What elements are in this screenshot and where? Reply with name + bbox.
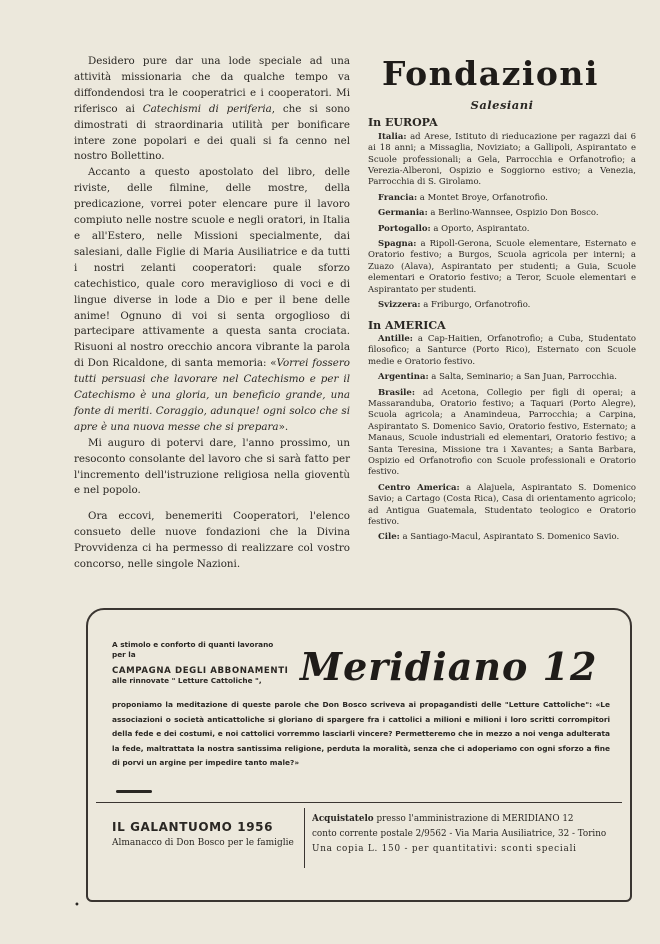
country-entry-germania bbox=[368, 208, 636, 219]
country-text: a Berlino-Wannsee, Ospizio Don Bosco. bbox=[427, 208, 599, 219]
country-text: ad Acetona, Collegio per figli di operai; a Massaranduba, Oratorio festivo; a Taquari (Porto Alegre), Scuola agricola; a Anamindeua, Parrocchia; a Carpina, Aspirantato S. Domenico Savio, Oratorio festivo, Esternato; a Manaus, Scuole industriali ed elementari, Oratorio festivo; a Santa Teresina, Missione tra i Xavantes; a Santa Barbara, Ospizio ed Orfanotrofio con Scuole professionali e Oratorio festivo. bbox=[368, 387, 636, 478]
advert-intro-line: A stimolo e conforto di quanti lavorano bbox=[112, 640, 274, 649]
country-entry-italia bbox=[368, 132, 636, 189]
section-subhead: Salesiani bbox=[470, 98, 534, 112]
don-bosco-quote: proponiamo la meditazione di queste parole che Don Bosco scriveva ai propagandisti delle "Letture Cattoliche": «Le associazioni o società anticattoliche si gloriano di spargere fra i cattolici a milioni e milioni i loro scritti corrompitori della fede e dei costumi, e noi cattolici vorremmo lasciarli vincere? Permetteremo che in mezzo a noi venga adulterata la fede, maltrattata la nostra santissima religione, perduta la moralità, senza che ci adoperiamo con ogni sforzo a fine di porvi un argine per impedire tanto male?» bbox=[112, 700, 610, 768]
emphasis-text: Catechismi di periferia bbox=[142, 102, 272, 115]
country-label: Portogallo: bbox=[378, 223, 431, 234]
country-text: a Ripoll-Gerona, Scuole elementare, Esternato e Oratorio festivo; a Burgos, Scuola agricola per interni; a Zuazo (Alava), Aspirantato per studenti; a Guia, Scuole elementari e Oratorio festivo; a Teror, Scuole elementari e Aspirantato per studenti. bbox=[368, 239, 636, 295]
region-title-europe: In EUROPA bbox=[368, 116, 438, 130]
paragraph-text: ». bbox=[278, 420, 289, 433]
horizontal-divider bbox=[96, 802, 622, 803]
country-text: a Santiago-Macul, Aspirantato S. Domenico Savio. bbox=[399, 532, 620, 543]
purchase-line: Una copia L. 150 - per quantitativi: sconti speciali bbox=[312, 844, 577, 854]
paragraph-text: Desidero pure dar una lode speciale ad una attività missionaria che da qualche tempo va diffondendosi tra le cooperatrici e i cooperatori. Mi riferisco ai bbox=[74, 55, 350, 115]
purchase-text: presso l'amministrazione di MERIDIANO 12 bbox=[373, 814, 574, 824]
country-entry-cile bbox=[368, 532, 636, 543]
purchase-lead: Acquistatelo bbox=[312, 814, 374, 824]
country-entry-argentina bbox=[368, 372, 636, 383]
country-entry-spagna bbox=[368, 239, 636, 296]
country-text: a Friburgo, Orfanotrofio. bbox=[420, 300, 531, 311]
quote-text: Vorrei fossero tutti persuasi che lavorare nel Catechismo e per il Catechismo è una gloria, un beneficio grande, una fonte di meriti. Coraggio, adunque! ogni solco che si apre è una nuova messe che si prepara bbox=[74, 357, 350, 433]
country-entry-centro-america bbox=[368, 483, 636, 529]
country-label: Francia: bbox=[378, 192, 418, 203]
country-text: a Montet Broye, Orfanotrofio. bbox=[417, 192, 548, 203]
section-headline: Fondazioni bbox=[382, 54, 599, 93]
right-column bbox=[368, 54, 636, 548]
vertical-divider bbox=[304, 808, 305, 868]
country-label: Spagna: bbox=[378, 239, 417, 250]
country-label: Germania: bbox=[378, 208, 428, 219]
country-text: a Oporto, Aspirantato. bbox=[430, 223, 530, 234]
left-column bbox=[74, 54, 350, 573]
country-text: a Cap-Haitien, Orfanotrofio; a Cuba, Studentato filosofico; a Santurce (Porto Rico), Esternato con Scuole medie e Oratorio festivo. bbox=[368, 333, 636, 367]
paragraph-text: , che si sono dimostrati di straordinaria utilità per bonificare intere zone popolari e dei quali si fa cenno nel nostro Bollettino. bbox=[74, 102, 350, 163]
purchase-line bbox=[312, 812, 618, 827]
purchase-info bbox=[312, 812, 618, 857]
campaign-title: CAMPAGNA DEGLI ABBONAMENTI bbox=[112, 666, 289, 676]
country-entry-francia bbox=[368, 193, 636, 204]
country-label: Centro America: bbox=[378, 482, 460, 493]
country-label: Argentina: bbox=[378, 372, 429, 383]
country-entry-brasile bbox=[368, 388, 636, 479]
decorative-dash bbox=[116, 790, 152, 793]
paragraph-apostolato bbox=[74, 165, 350, 435]
galantuomo-title: IL GALANTUOMO 1956 bbox=[112, 820, 274, 834]
advert-intro-line: per la bbox=[112, 650, 136, 659]
country-label: Cile: bbox=[378, 532, 400, 543]
country-label: Svizzera: bbox=[378, 300, 421, 311]
country-label: Antille: bbox=[378, 333, 413, 344]
advert-intro bbox=[112, 640, 300, 686]
country-text: a Salta, Seminario; a San Juan, Parrocchia. bbox=[428, 372, 617, 383]
country-label: Brasile: bbox=[378, 387, 415, 398]
paragraph-text: Accanto a questo apostolato del libro, delle riviste, delle filmine, delle mostre, della predicazione, vorrei poter elencare pure il lavoro compiuto nelle nostre scuole e negli oratori, in Italia e all'Estero, nelle Missioni specialmente, dai salesiani, dalle Figlie di Maria Ausiliatrice e da tutti i nostri zelanti cooperatori: quale sforzo catechistico, quale coro meraviglioso di voci e di lingue diverse in lode a Dio e per il bene delle anime! Ognuno di voi si senta orgoglioso di partecipare attivamente a questa santa crociata. Risuoni al nostro orecchio ancora vibrante la parola di Don Ricaldone, di santa memoria: « bbox=[74, 166, 350, 370]
country-text: a Alajuela, Aspirantato S. Domenico Savio; a Cartago (Costa Rica), Casa di orientamento agricolo; ad Antigua Guatemala, Studentato teologico e Oratorio festivo. bbox=[368, 482, 636, 527]
advert-intro-line: alle rinnovate " Letture Cattoliche ", bbox=[112, 676, 262, 685]
paragraph-elenco: Ora eccovi, benemeriti Cooperatori, l'elenco consueto delle nuove fondazioni che la Divina Provvidenza ci ha permesso di realizzare col vostro concorso, nelle singole Nazioni. bbox=[74, 510, 350, 571]
page-mark: • bbox=[74, 900, 80, 911]
region-title-america: In AMERICA bbox=[368, 318, 446, 332]
country-text: ad Arese, Istituto di rieducazione per ragazzi dai 6 ai 18 anni; a Missaglia, Noviziato; a Gallipoli, Aspirantato e Scuole professionali; a Gela, Parrocchia e Orfanotrofio; a Verezia-Alberoni, Ospizio e Soggiorno estivo; a Venezia, Parrocchia di S. Girolamo. bbox=[368, 131, 636, 188]
country-label: Italia: bbox=[378, 131, 407, 142]
country-entry-svizzera bbox=[368, 300, 636, 311]
paragraph-catechismi bbox=[74, 54, 350, 165]
almanac-subtitle: Almanacco di Don Bosco per le famiglie bbox=[112, 838, 294, 848]
paragraph-augurio: Mi auguro di potervi dare, l'anno prossimo, un resoconto consolante del lavoro che si sarà fatto per l'incremento dell'istruzione religiosa nella gioventù e nel popolo. bbox=[74, 436, 350, 497]
country-entry-portogallo bbox=[368, 224, 636, 235]
country-entry-antille bbox=[368, 334, 636, 368]
meridiano-title: Meridiano 12 bbox=[300, 644, 598, 689]
purchase-line: conto corrente postale 2/9562 - Via Maria Ausiliatrice, 32 - Torino bbox=[312, 829, 607, 839]
